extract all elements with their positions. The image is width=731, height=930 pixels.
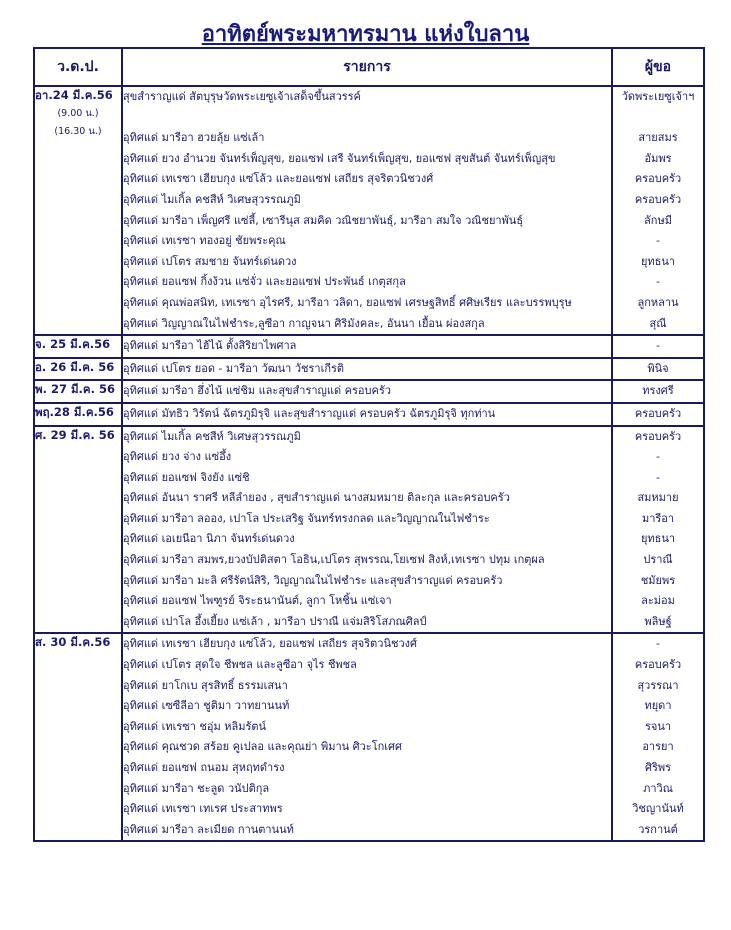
table-row	[34, 358, 704, 381]
requester-name: มารีอา	[641, 511, 675, 525]
requester-name: -	[656, 637, 660, 651]
intention-item: อุทิศแด่ เซซีลีอา ชูติมา วาทยานนท์	[123, 699, 290, 713]
requester-list	[612, 633, 704, 841]
date-cell	[34, 358, 122, 381]
requester-name: สมหมาย	[637, 491, 679, 505]
table-row	[34, 633, 704, 841]
intention-item: อุทิศแด่ มารีอา ไฮ้ไน้ ตั้งสิริยาไพศาล	[123, 339, 297, 353]
intention-item: อุทิศแด่ มารีอา ฮวยลุ้ย แซ่เล้า	[123, 131, 265, 145]
intention-item: อุทิศแด่ อันนา ราศรี หลีลำยอง , สุขสำราญแด่ นางสมหมาย ติละกุล และครอบครัว	[123, 491, 510, 505]
date-label: พฤ.28 มี.ค.56	[35, 404, 114, 419]
intention-item: อุทิศแด่ ยวง จ่าง แซ่อึ้ง	[123, 450, 232, 464]
item-column-header: รายการ	[122, 48, 612, 86]
intention-item: อุทิศแด่ ยวง อำนวย จันทร์เพ็ญสุข, ยอแซฟ เสรี จันทร์เพ็ญสุข, ยอแซฟ สุขสันต์ จันทร์เพ็ญสุข	[123, 151, 556, 165]
date-cell	[34, 633, 122, 841]
intention-item: อุทิศแด่ มารีอา สมพร,ยวงบัปติสตา โอธิน,เปโตร สุพรรณ,โยเซฟ สิงห์,เทเรซา ปทุม เกตุผล	[123, 553, 545, 567]
intention-item: อุทิศแด่ เปโตร ยอด - มารีอา วัฒนา วัชราเกีรติ	[123, 361, 345, 375]
date-label: ส. 30 มี.ค.56	[35, 635, 111, 650]
requester-name: ทรงศรี	[642, 384, 674, 398]
intention-list	[122, 86, 612, 335]
requester-name: ครอบครัว	[634, 172, 682, 186]
requester-name: ยุทธนา	[640, 532, 676, 546]
date-label: อ. 26 มี.ค. 56	[35, 359, 115, 374]
requester-name: -	[656, 275, 660, 289]
spacer	[123, 108, 611, 129]
requester-list	[612, 358, 704, 381]
requester-name: ครอบครัว	[634, 429, 682, 443]
intention-item: อุทิศแด่ มารีอา มะลิ ศรีรัตน์สิริ, วิญญาณในไฟชำระ และสุขสำราญแด่ ครอบครัว	[123, 573, 503, 587]
date-label: พ. 27 มี.ค. 56	[35, 382, 115, 397]
intention-list	[122, 335, 612, 358]
intention-item: อุทิศแด่ ยอแซฟ กิ้งง้วน แซ่จั่ว และยอแซฟ ประพันธ์ เกตุสกุล	[123, 275, 406, 289]
intention-item: อุทิศแด่ ยอแซฟ ไพฑูรย์ จิระธนานันต์, ลูกา โหชิ้น แซ่เจา	[123, 594, 392, 608]
intention-item: อุทิศแด่ เทเรซา ทองอยู่ ชัยพระคุณ	[123, 234, 286, 248]
date-column-header: ว.ด.ป.	[34, 48, 122, 86]
requester-list	[612, 403, 704, 426]
requester-name: วรกานต์	[638, 822, 678, 836]
mass-intentions-table	[33, 47, 705, 842]
requester-name: รจนา	[644, 719, 672, 733]
intention-list	[122, 403, 612, 426]
intention-item: อุทิศแด่ มัทธิว วิรัตน์ ฉัตรภูมิรุจิ และสุขสำราญแด่ ครอบครัว ฉัตรภูมิรุจิ ทุกท่าน	[123, 406, 496, 420]
spacer	[613, 108, 703, 129]
requester-name: ละม่อม	[641, 594, 675, 608]
intention-item: อุทิศแด่ เปโตร สุดใจ ชีพชล และลูซีอา จุไร ชีพชล	[123, 658, 357, 672]
requester-name: ภาวิณ	[643, 781, 673, 795]
intention-list	[122, 633, 612, 841]
requester-list	[612, 426, 704, 634]
intention-item: อุทิศแด่ คุณชวด สร้อย คูเปลอ และคุณย่า พิมาน ศิวะโกเศศ	[123, 740, 403, 754]
intention-item: อุทิศแด่ ไมเกิ้ล คชสีห์ วิเศษสุวรรณภูมิ	[123, 429, 301, 443]
intention-item: อุทิศแด่ วิญญาณในไฟชำระ,ลูซีอา กาญจนา ศิริมังคละ, อันนา เยื้อน ผ่องสกุล	[123, 316, 485, 330]
requester-name: -	[656, 339, 660, 353]
date-cell	[34, 86, 122, 335]
requester-name: อัมพร	[644, 151, 672, 165]
requester-list	[612, 86, 704, 335]
requester-name: วิชญานันท์	[632, 802, 684, 816]
date-cell	[34, 335, 122, 358]
intention-item: อุทิศแด่ เทเรซา เฮียบกุง แซ่โล้ว และยอแซฟ เสถียร สุจริตวนิชวงศ์	[123, 172, 434, 186]
requester-name: พลิษฐ์	[644, 614, 672, 628]
requester-list	[612, 335, 704, 358]
intention-item: อุทิศแด่ เทเรซา เทเรศ ประสาทพร	[123, 802, 283, 816]
intention-item: อุทิศแด่ มารีอา ชะลูด วนัปติกุล	[123, 781, 270, 795]
intention-list	[122, 426, 612, 634]
requester-name: สายสมร	[638, 131, 678, 145]
requester-name: ครอบครัว	[634, 192, 682, 206]
requester-name: วัดพระเยซูเจ้าฯ	[621, 90, 695, 103]
date-label: อา.24 มี.ค.56	[35, 88, 113, 102]
requester-name: สุวรรณา	[637, 678, 679, 692]
page-title: อาทิตย์พระมหาทรมาน แห่งใบลาน	[201, 21, 530, 47]
requester-list	[612, 380, 704, 403]
requester-name: ลูกหลาน	[637, 295, 679, 309]
intention-item: อุทิศแด่ มารีอา ลออง, เปาโล ประเสริฐ จันทร์ทรงกลด และวิญญาณในไฟชำระ	[123, 511, 490, 525]
table-row	[34, 86, 704, 335]
table-row	[34, 403, 704, 426]
intention-item: อุทิศแด่ มารีอา ฮึ่งไน้ แซ่ชิม และสุขสำราญแด่ ครอบครัว	[123, 384, 391, 398]
intention-item: อุทิศแด่ มารีอา ละเมียด กานตานนท์	[123, 822, 294, 836]
date-cell	[34, 403, 122, 426]
requester-name: -	[656, 234, 660, 248]
table-row	[34, 426, 704, 634]
requester-name: ครอบครัว	[634, 658, 682, 672]
requester-name: -	[656, 450, 660, 464]
intention-item: อุทิศแด่ ยอแซฟ จิงยัง แซ่ชิ	[123, 470, 250, 484]
requester-name: สุณี	[649, 316, 667, 330]
intention-list	[122, 380, 612, 403]
date-label: จ. 25 มี.ค.56	[35, 337, 111, 352]
intention-item: อุทิศแด่ เทเรซา เฮียบกุง แซ่โล้ว, ยอแซฟ เสถียร สุจริตวนิชวงศ์	[123, 637, 417, 651]
intention-item: อุทิศแด่ เทเรซา ชอุ่ม หลิมรัตน์	[123, 719, 267, 733]
requester-name: ทยุดา	[644, 699, 672, 713]
intention-item: อุทิศแด่ เอเยนีอา นิภา จันทร์เด่นดวง	[123, 532, 295, 546]
requester-column-header: ผู้ขอ	[612, 48, 704, 86]
intention-item: อุทิศแด่ เปาโล อึ้งเยี้ยง แซ่เล้า , มารีอา ปราณี แจ่มสิริโสภณศิลป์	[123, 614, 427, 628]
intention-item: อุทิศแด่ คุณพ่อสนิท, เทเรซา อุไรศรี, มารีอา วลิดา, ยอแซฟ เศรษฐสิทธิ์ ศศิษเรียร และบรรพบุรุษ	[123, 295, 572, 309]
requester-name: ศิริพร	[644, 761, 672, 774]
intention-item: อุทิศแด่ เปโตร สมชาย จันทร์เด่นดวง	[123, 254, 297, 268]
intention-item: อุทิศแด่ ไมเกิ้ล คชสีห์ วิเศษสุวรรณภูมิ	[123, 192, 301, 206]
date-cell	[34, 426, 122, 634]
intention-item: สุขสำราญแด่ สัตบุรุษวัดพระเยซูเจ้าเสด็จขึ้นสวรรค์	[123, 90, 361, 103]
requester-name: ปราณี	[643, 553, 673, 567]
table-row	[34, 380, 704, 403]
requester-name: พินิจ	[647, 361, 669, 375]
mass-time: (9.00 น.)	[57, 108, 99, 119]
intention-item: อุทิศแด่ ยอแซฟ ถนอม สุหฤทดำรง	[123, 761, 285, 774]
requester-name: -	[656, 470, 660, 484]
intention-item: อุทิศแด่ มารีอา เพ็ญศรี แซ่ลี้, เซารีนุส สมคิด วณิชยาพันธุ์, มารีอา สมใจ วณิชยาพันธุ์	[123, 213, 524, 227]
intention-item: อุทิศแด่ ยาโกเบ สุรสิทธิ์ ธรรมเสนา	[123, 678, 288, 692]
date-label: ศ. 29 มี.ค. 56	[35, 427, 115, 442]
requester-name: อารยา	[642, 740, 674, 754]
header-row	[34, 48, 704, 86]
requester-name: ครอบครัว	[634, 406, 682, 420]
requester-name: ลักษมี	[644, 213, 672, 227]
mass-time: (16.30 น.)	[54, 126, 102, 137]
intention-list	[122, 358, 612, 381]
requester-name: ยุทธนา	[640, 254, 676, 268]
requester-name: ชมัยพร	[640, 573, 676, 587]
table-row	[34, 335, 704, 358]
date-cell	[34, 380, 122, 403]
